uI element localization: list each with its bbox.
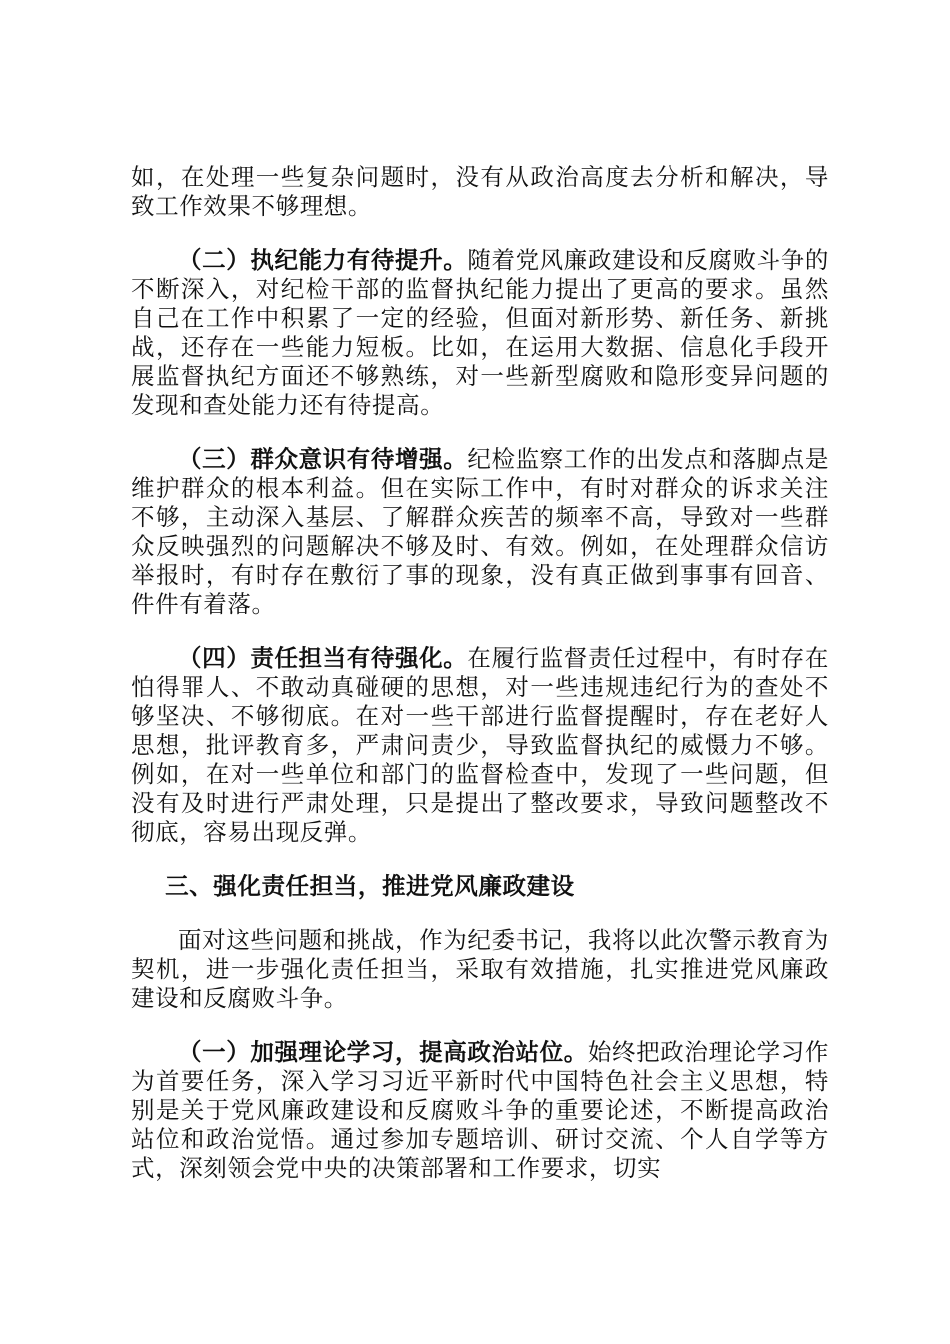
paragraph-responsibility bbox=[131, 644, 829, 847]
section-heading: 三、强化责任担当，推进党风廉政建设 bbox=[165, 872, 575, 900]
document-body bbox=[131, 163, 829, 1208]
opening-paragraph bbox=[131, 163, 829, 221]
paragraph-lead: （二）执纪能力有待提升。 bbox=[178, 246, 468, 274]
paragraph-text: 始终把政治理论学习作为首要任务，深入学习习近平新时代中国特色社会主义思想，特别是关于党风廉政建设和反腐败斗争的重要论述，不断提高政治站位和政治觉悟。通过参加专题培训、研讨交流、个人自学等方式，深刻领会党中央的决策部署和工作要求，切实 bbox=[131, 1038, 830, 1182]
paragraph-lead: （一）加强理论学习，提高政治站位。 bbox=[178, 1038, 588, 1066]
paragraph-text: 随着党风廉政建设和反腐败斗争的不断深入，对纪检干部的监督执纪能力提出了更高的要求。虽然自己在工作中积累了一定的经验，但面对新形势、新任务、新挑战，还存在一些能力短板。比如，在运用大数据、信息化手段开展监督执纪方面还不够熟练，对一些新型腐败和隐形变异问题的发现和查处能力还有待提高。 bbox=[131, 246, 830, 419]
section-intro-paragraph bbox=[131, 926, 829, 1013]
paragraph-text: 在履行监督责任过程中，有时存在怕得罪人、不敢动真碰硬的思想，对一些违规违纪行为的查处不够坚决、不够彻底。在对一些干部进行监督提醒时，存在老好人思想，批评教育多，严肃问责少，导致监督执纪的威慑力不够。例如，在对一些单位和部门的监督检查中，发现了一些问题，但没有及时进行严肃处理，只是提出了整改要求，导致问题整改不彻底，容易出现反弹。 bbox=[131, 644, 830, 846]
paragraph-text: 纪检监察工作的出发点和落脚点是维护群众的根本利益。但在实际工作中，有时对群众的诉求关注不够，主动深入基层、了解群众疾苦的频率不高，导致对一些群众反映强烈的问题解决不够及时、有效。例如，在处理群众信访举报时，有时存在敷衍了事的现象，没有真正做到事事有回音、件件有着落。 bbox=[131, 445, 830, 618]
paragraph-discipline-ability bbox=[131, 246, 829, 420]
section-intro-text: 面对这些问题和挑战，作为纪委书记，我将以此次警示教育为契机，进一步强化责任担当，采取有效措施，扎实推进党风廉政建设和反腐败斗争。 bbox=[131, 926, 829, 1012]
paragraph-mass-awareness bbox=[131, 445, 829, 619]
paragraph-lead: （三）群众意识有待增强。 bbox=[178, 445, 468, 473]
paragraph-lead: （四）责任担当有待强化。 bbox=[178, 644, 468, 672]
opening-paragraph-text: 如，在处理一些复杂问题时，没有从政治高度去分析和解决，导致工作效果不够理想。 bbox=[131, 163, 829, 220]
paragraph-theory-study bbox=[131, 1038, 829, 1183]
